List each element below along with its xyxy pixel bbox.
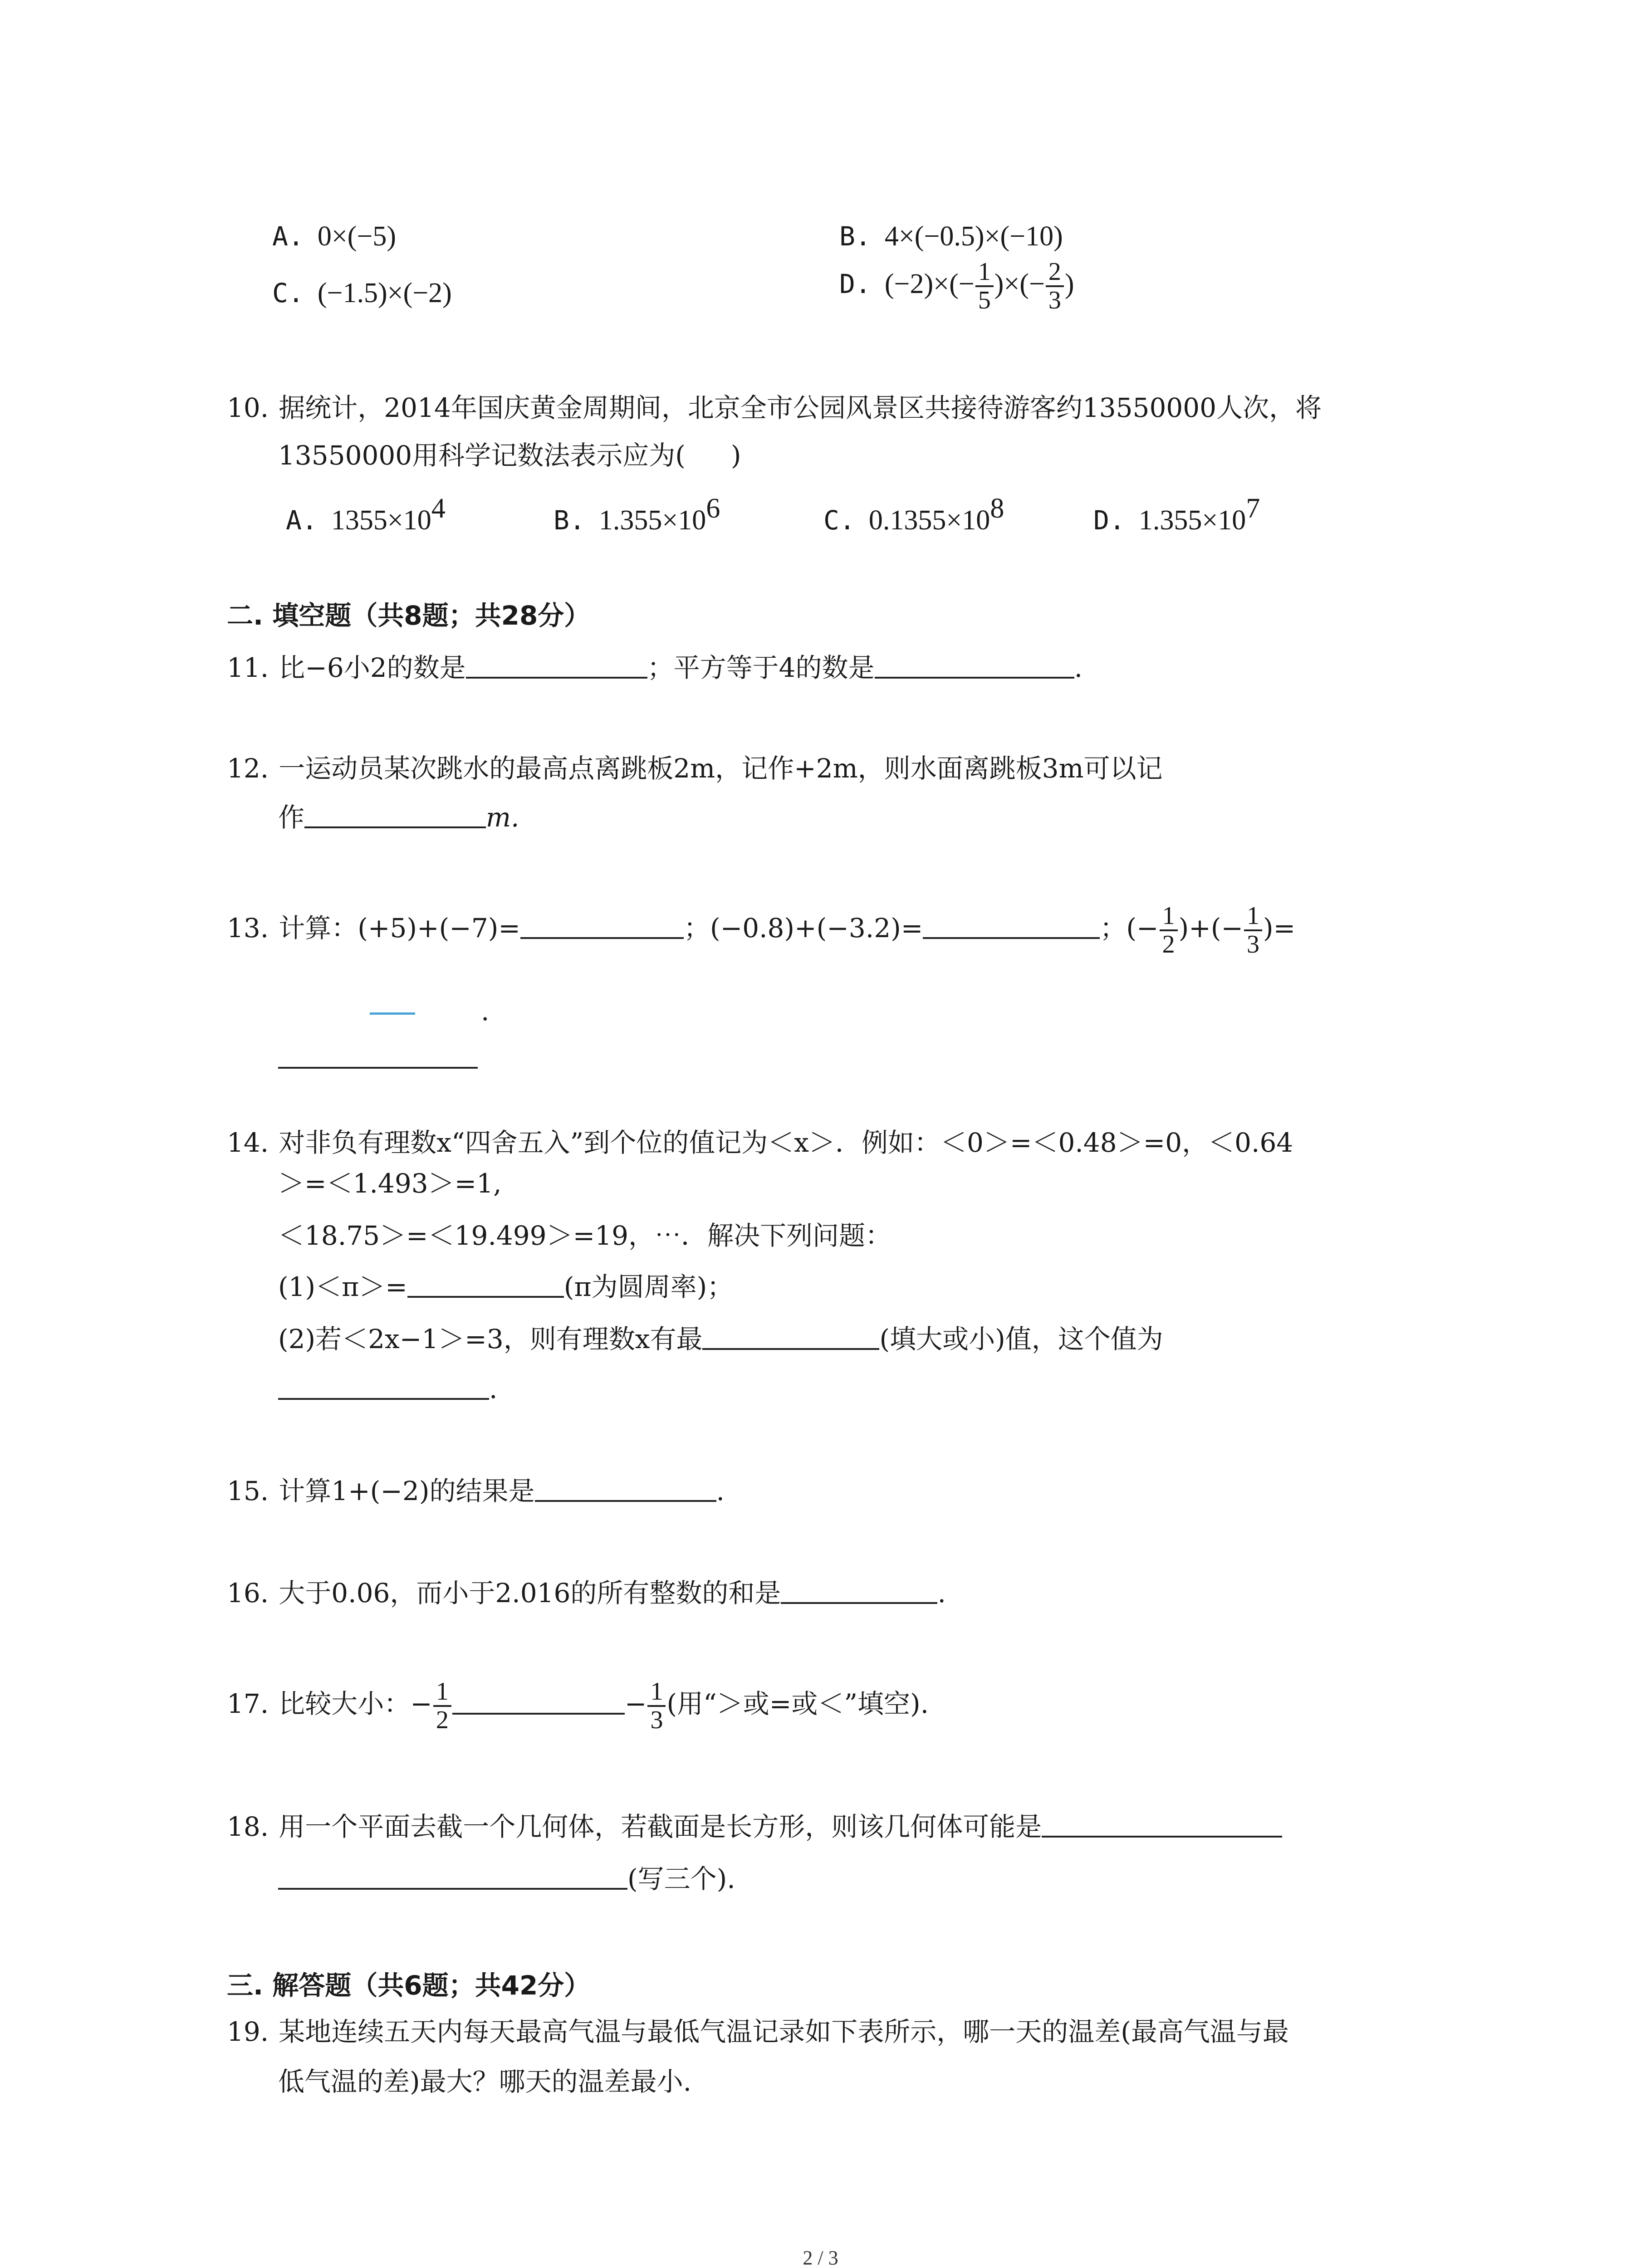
question-text: 13550000用科学记数法表示应为( [278, 440, 686, 471]
question-text: . [489, 1374, 498, 1404]
question-number: 16. [227, 1578, 269, 1608]
question-text: 作 [278, 802, 305, 833]
q10-line1 [227, 392, 1322, 423]
fraction-numerator: 2 [1046, 259, 1064, 287]
option-expr: 4×(−0.5)×(−10) [884, 221, 1063, 252]
question-text: )+(− [1178, 912, 1244, 943]
option-label: D. [839, 268, 871, 299]
answer-blank[interactable] [923, 914, 1100, 939]
question-text: ；(− [1100, 912, 1159, 943]
fraction [433, 1678, 451, 1734]
question-text: 用一个平面去截一个几何体，若截面是长方形，则该几何体可能是 [279, 1811, 1042, 1842]
teal-underline-mark [370, 1012, 415, 1015]
answer-blank[interactable] [452, 1689, 625, 1715]
q17 [227, 1678, 929, 1734]
q10-option-a [286, 494, 446, 534]
question-text: m. [486, 802, 519, 833]
question-text: (2)若＜2x−1＞=3，则有理数x有最 [278, 1324, 703, 1354]
question-text: (填大或小)值，这个值为 [879, 1324, 1163, 1354]
section-fill-in-heading: 二. 填空题（共8题；共28分） [227, 600, 591, 631]
question-text: (1)＜π＞= [278, 1271, 407, 1302]
answer-blank[interactable] [278, 1864, 627, 1890]
option-label: A. [286, 505, 318, 536]
question-text: ) [730, 440, 741, 471]
option-label: D. [1093, 505, 1125, 536]
fraction-numerator: 1 [433, 1678, 451, 1707]
option-label: B. [839, 221, 871, 252]
option-expr: ) [1064, 268, 1074, 299]
option-label: C. [272, 278, 304, 308]
q13-dot: . [481, 996, 490, 1026]
question-text: . [937, 1578, 946, 1608]
question-text: 某地连续五天内每天最高气温与最低气温记录如下表所示，哪一天的温差(最高气温与最 [279, 2016, 1289, 2047]
fraction-denominator: 5 [978, 286, 991, 314]
fraction [647, 1678, 666, 1734]
option-expr: 1.355×10 [1138, 505, 1246, 536]
question-text: 计算1+(−2)的结果是 [279, 1476, 535, 1506]
question-text: )= [1263, 912, 1296, 943]
question-text: 比−6小2的数是 [279, 652, 466, 683]
fraction-numerator: 1 [975, 259, 994, 287]
q15 [227, 1476, 725, 1504]
fraction-denominator: 3 [650, 1706, 663, 1734]
question-text: ；(−0.8)+(−3.2)= [683, 912, 923, 943]
answer-blank[interactable] [535, 1476, 716, 1502]
q16 [227, 1579, 946, 1606]
fraction-numerator: 1 [1244, 903, 1262, 931]
fraction-denominator: 3 [1247, 930, 1260, 958]
fraction-numerator: 1 [1160, 903, 1178, 931]
page-number: 2 / 3 [803, 2247, 838, 2268]
question-number: 12. [227, 753, 269, 784]
q18-line2 [278, 1864, 735, 1892]
question-text: (写三个). [627, 1863, 735, 1894]
fraction [975, 259, 994, 314]
q9-option-b [839, 222, 1063, 250]
option-exponent: 7 [1246, 493, 1260, 524]
question-text: . [1074, 652, 1083, 683]
q9-option-d [839, 259, 1074, 314]
question-text: 比较大小：− [279, 1688, 432, 1719]
answer-blank[interactable] [1042, 1812, 1282, 1838]
question-number: 13. [227, 912, 269, 943]
question-text: − [624, 1688, 647, 1719]
q13 [227, 903, 1295, 958]
q14-line1 [227, 1129, 1293, 1156]
answer-blank[interactable] [875, 653, 1074, 679]
answer-blank[interactable] [702, 1325, 879, 1350]
option-label: B. [554, 505, 585, 536]
q12-line2 [278, 803, 519, 831]
answer-blank[interactable] [278, 1043, 478, 1069]
option-expr: 1.355×10 [598, 505, 706, 536]
q19-line2: 低气温的差)最大？哪天的温差最小. [278, 2066, 692, 2097]
fraction [1046, 259, 1064, 314]
question-number: 19. [227, 2016, 269, 2047]
question-number: 18. [227, 1811, 269, 1842]
q11 [227, 653, 1083, 681]
fraction [1244, 903, 1262, 958]
question-text: 一运动员某次跳水的最高点离跳板2m，记作+2m，则水面离跳板3m可以记 [279, 753, 1163, 784]
question-text: 对非负有理数x“四舍五入”到个位的值记为＜x＞．例如：＜0＞=＜0.48＞=0，＜0.64 [279, 1127, 1293, 1158]
question-number: 15. [227, 1476, 269, 1506]
question-text: (用“＞或=或＜”填空). [666, 1688, 929, 1719]
question-number: 11. [227, 652, 269, 683]
answer-blank[interactable] [781, 1579, 937, 1604]
answer-blank[interactable] [520, 914, 684, 939]
q14-line3: ＜18.75＞=＜19.499＞=19，⋯．解决下列问题： [278, 1220, 892, 1251]
q14-line6 [278, 1374, 497, 1402]
section-solve-heading: 三. 解答题（共6题；共42分） [227, 1970, 591, 2001]
question-number: 10. [227, 392, 269, 423]
q14-line2: ＞=＜1.493＞=1, [278, 1168, 502, 1199]
question-number: 17. [227, 1688, 269, 1719]
question-text: . [716, 1476, 725, 1506]
option-expr: 1355×10 [331, 505, 431, 536]
answer-blank[interactable] [304, 803, 486, 828]
option-expr: (−2)×(− [884, 268, 975, 299]
q10-option-b [554, 494, 720, 534]
question-text: 计算：(+5)+(−7)= [279, 912, 520, 943]
q9-option-a [272, 222, 396, 250]
fraction-denominator: 3 [1048, 286, 1061, 314]
option-label: C. [823, 505, 855, 536]
fraction-denominator: 2 [436, 1706, 449, 1734]
answer-blank[interactable] [278, 1374, 489, 1400]
option-label: A. [272, 221, 304, 252]
option-expr: 0.1355×10 [868, 505, 990, 536]
option-exponent: 4 [431, 493, 446, 524]
fraction-denominator: 2 [1162, 930, 1175, 958]
q14-line4 [278, 1272, 733, 1300]
question-text: 大于0.06，而小于2.016的所有整数的和是 [279, 1578, 781, 1608]
q12-line1 [227, 755, 1163, 782]
q9-option-c [272, 279, 452, 307]
fraction [1160, 903, 1178, 958]
question-number: 14. [227, 1127, 269, 1158]
option-expr: )×(− [994, 268, 1045, 299]
fraction-numerator: 1 [647, 1678, 666, 1707]
q18-line1 [227, 1812, 1282, 1840]
question-text: 据统计，2014年国庆黄金周期间，北京全市公园风景区共接待游客约13550000人次，将 [279, 392, 1322, 423]
option-expr: (−1.5)×(−2) [317, 278, 452, 308]
option-exponent: 8 [990, 493, 1004, 524]
question-text: ；平方等于4的数是 [647, 652, 875, 683]
answer-blank[interactable] [407, 1272, 564, 1298]
q10-option-d [1093, 494, 1260, 534]
option-exponent: 6 [706, 493, 720, 524]
q19-line1 [227, 2016, 1289, 2047]
q10-option-c [823, 494, 1004, 534]
q10-line2 [278, 442, 741, 469]
q14-line5 [278, 1325, 1163, 1352]
answer-blank[interactable] [466, 653, 647, 679]
question-text: (π为圆周率)； [563, 1271, 734, 1302]
option-expr: 0×(−5) [317, 221, 397, 252]
